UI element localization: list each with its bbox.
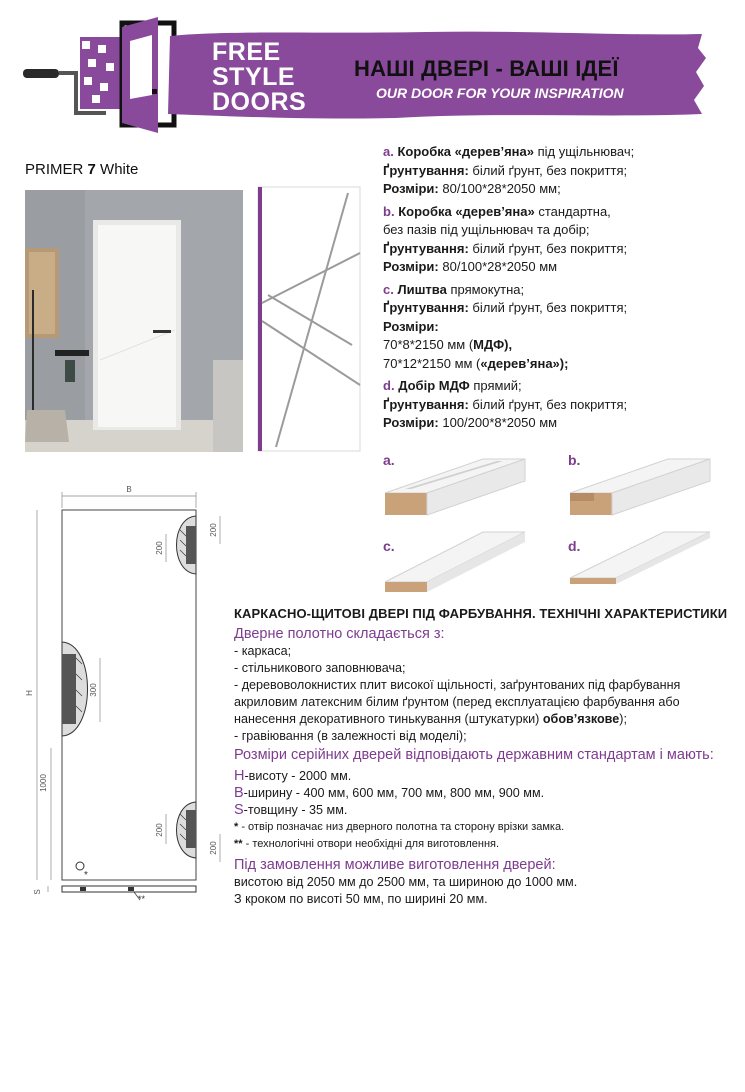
- component-specs: [383, 143, 738, 437]
- drawing-marker-double: **: [138, 894, 146, 904]
- profile-label-c: c.: [383, 538, 395, 554]
- profile-label-a: a.: [383, 452, 395, 468]
- profile-b-standard-frame: [568, 453, 713, 519]
- spec-d: d. Добір МДФ прямий; Ґрунтування: білий ґрунт, без покриття; Розміри: 100/200*8*2050 мм: [383, 378, 628, 430]
- brand-header: [0, 0, 745, 135]
- spec-b: b. Коробка «дерев’яна» стандартна, без пазів під ущільнювач та добір; Ґрунтування: білий ґрунт, без покриття; Розміри: 80/100*28*2050 мм: [383, 203, 628, 274]
- drawing-thickness-label: S: [33, 889, 42, 895]
- note-double: ** - технологічні отвори необхідні для виготовлення.: [234, 838, 500, 850]
- list-item: - каркаса;: [234, 644, 292, 658]
- list-item: - гравіювання (в залежності від моделі);: [234, 729, 467, 743]
- spec-a: a. Коробка «дерев’яна» під ущільнювач; Ґрунтування: білий ґрунт, без покриття; Розміри: 80/100*28*2050 мм;: [383, 144, 635, 196]
- drawing-dim-bottom-200b: 200: [209, 841, 218, 855]
- door-front-view: [256, 185, 364, 455]
- profile-a-frame-with-seal: [383, 453, 528, 519]
- standard-heading: Розміри серійних дверей відповідають державним стандартам і мають:: [234, 747, 714, 763]
- width-spec: B-ширину - 400 мм, 600 мм, 700 мм, 800 мм, 900 мм.: [234, 785, 545, 801]
- interior-photo: [25, 190, 243, 452]
- list-item: - стільникового заповнювача;: [234, 661, 406, 675]
- profile-c-casing: [383, 530, 528, 596]
- drawing-height-label: H: [25, 690, 34, 696]
- drawing-dim-300: 300: [89, 683, 98, 697]
- brand-tagline: НАШІ ДВЕРІ - ВАШІ ІДЕЇ: [354, 56, 619, 81]
- consists-heading: Дверне полотно складається з:: [234, 626, 445, 642]
- brand-name: FREE STYLE DOORS: [212, 38, 307, 116]
- drawing-dim-1000: 1000: [39, 774, 48, 792]
- brand-subtagline: OUR DOOR FOR YOUR INSPIRATION: [376, 85, 624, 101]
- thickness-spec: S-товщину - 35 мм.: [234, 802, 348, 818]
- order-line: З кроком по висоті 50 мм, по ширині 20 мм.: [234, 892, 488, 906]
- order-heading: Під замовлення можливе виготовлення дверей:: [234, 857, 556, 873]
- model-title: PRIMER 7 White: [25, 161, 139, 178]
- drawing-dim-top-200: 200: [209, 523, 218, 537]
- drawing-dim-top-200b: 200: [155, 541, 164, 555]
- door-technical-drawing: [20, 478, 230, 910]
- drawing-width-label: B: [126, 485, 132, 494]
- profile-d-extension: [568, 530, 713, 596]
- profile-label-d: d.: [568, 538, 581, 554]
- tech-heading: КАРКАСНО-ЩИТОВІ ДВЕРІ ПІД ФАРБУВАННЯ. ТЕХНІЧНІ ХАРАКТЕРИСТИКИ: [234, 606, 728, 621]
- order-line: висотою від 2050 мм до 2500 мм, та шириною до 1000 мм.: [234, 875, 578, 889]
- list-item: - деревоволокнистих плит високої щільності, заґрунтованих під фарбування акриловим латексним білим ґрунтом (перед експлуатацією фарбування або нанесення декоративного тинькування (штукатурки) обов’язкове);: [234, 678, 681, 726]
- spec-c: c. Лиштва прямокутна; Ґрунтування: білий ґрунт, без покриття; Розміри: 70*8*2150 мм (МДФ), 70*12*2150 мм («дерев’яна»);: [383, 281, 628, 371]
- drawing-dim-bottom-200: 200: [155, 823, 164, 837]
- profile-label-b: b.: [568, 452, 581, 468]
- height-spec: H-висоту - 2000 мм.: [234, 768, 352, 784]
- drawing-marker-single: *: [84, 870, 88, 881]
- note-single: * - отвір позначає низ дверного полотна та сторону врізки замка.: [234, 821, 565, 833]
- technical-characteristics: [234, 605, 734, 908]
